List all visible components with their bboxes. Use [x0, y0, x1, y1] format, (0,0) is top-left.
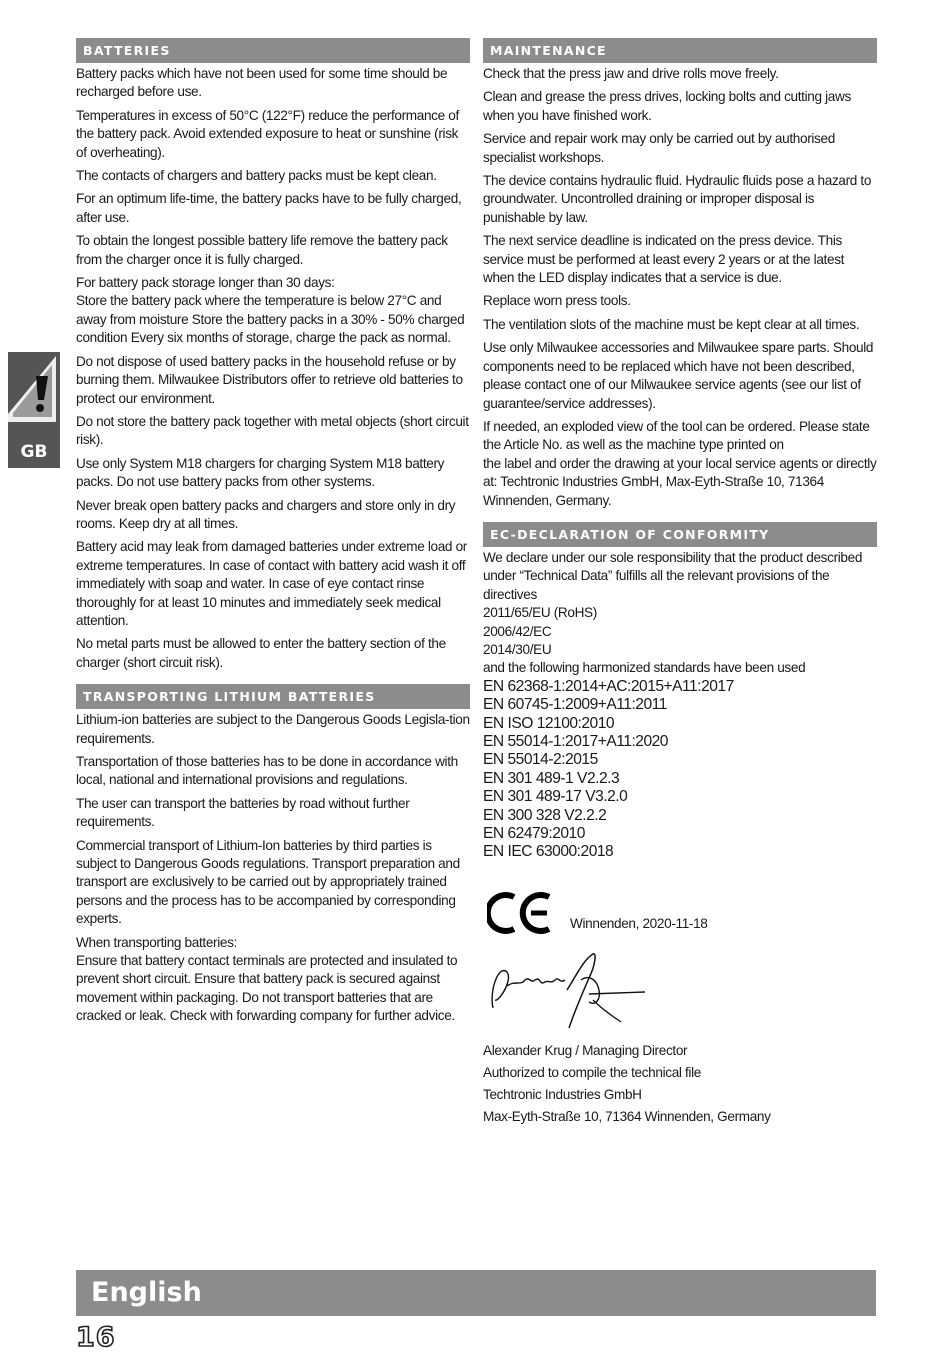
- batteries-paragraph: Never break open battery packs and chargers and store only in dry rooms. Keep dry at all times.: [76, 497, 456, 531]
- maintenance-paragraph: Replace worn press tools.: [483, 293, 631, 309]
- left-column: [76, 38, 470, 1031]
- signer-name: Alexander Krug / Managing Director: [483, 1042, 688, 1058]
- batteries-paragraph: To obtain the longest possible battery life remove the battery pack from the charger once it is fully charged.: [76, 233, 448, 267]
- batteries-paragraph: Use only System M18 chargers for charging System M18 battery packs. Do not use battery packs from other systems.: [76, 455, 445, 490]
- batteries-paragraph: Do not dispose of used battery packs in the household refuse or by burning them. Milwaukee Distributors offer to retrieve old batteries to protect our environment.: [76, 353, 463, 406]
- maintenance-paragraph: The next service deadline is indicated on the press device. This service must be performed at least every 2 years or at the latest when the LED display indicates that a service is due.: [483, 233, 845, 286]
- signer-address: Max-Eyth-Straße 10, 71364 Winnenden, Germany: [483, 1108, 771, 1124]
- batteries-paragraph: Battery packs which have not been used for some time should be recharged before use.: [76, 66, 448, 100]
- ec-declaration-intro: We declare under our sole responsibility that the product described under “Technical Data” fulfills all the relevant provisions of the directives 2011/65/EU (RoHS) 2006/42/EC 2014/30/EU and the following harmonized standards have been used: [483, 549, 863, 676]
- signature-image: [485, 950, 655, 1032]
- signer-company: Techtronic Industries GmbH: [483, 1086, 642, 1102]
- ce-row: [483, 888, 877, 948]
- batteries-paragraph: Do not store the battery pack together with metal objects (short circuit risk).: [76, 413, 469, 448]
- maintenance-paragraph: If needed, an exploded view of the tool can be ordered. Please state the Article No. as well as the machine type printed on the label and order the drawing at your local service agents or directly at: Techtronic Industries GmbH, Max-Eyth-Straße 10, 71364 Winnenden, Germany.: [483, 418, 877, 508]
- ec-declaration-heading: EC-DECLARATION OF CONFORMITY: [483, 522, 877, 547]
- batteries-paragraph: No metal parts must be allowed to enter the battery section of the charger (short circuit risk).: [76, 636, 446, 670]
- maintenance-paragraph: Clean and grease the press drives, locking bolts and cutting jaws when you have finished work.: [483, 89, 851, 123]
- transport-paragraph: Commercial transport of Lithium-Ion batteries by third parties is subject to Dangerous Goods regulations. Transport preparation and transport are exclusively to be carried out by appropriately trained persons and the process has to be accompanied by corresponding experts.: [76, 837, 460, 927]
- footer-language-bar: English: [76, 1270, 876, 1316]
- right-column: [483, 38, 877, 1128]
- warning-icon: [8, 352, 60, 438]
- language-side-tab: [8, 352, 60, 468]
- transport-heading: TRANSPORTING LITHIUM BATTERIES: [76, 684, 470, 709]
- ce-mark-logo: [487, 888, 553, 938]
- maintenance-paragraph: Use only Milwaukee accessories and Milwaukee spare parts. Should components need to be replaced which have not been described, please contact one of our Milwaukee service agents (see our list of guarantee/service addresses).: [483, 340, 874, 411]
- batteries-paragraph: For an optimum life-time, the battery packs have to be fully charged, after use.: [76, 191, 462, 225]
- maintenance-paragraph: The ventilation slots of the machine must be kept clear at all times.: [483, 316, 860, 332]
- batteries-paragraph: The contacts of chargers and battery packs must be kept clean.: [76, 168, 437, 184]
- signer-block: [483, 1040, 877, 1128]
- page-number: 16: [76, 1322, 116, 1353]
- language-code: GB: [20, 442, 48, 462]
- maintenance-paragraph: Check that the press jaw and drive rolls move freely.: [483, 66, 779, 81]
- batteries-paragraph: For battery pack storage longer than 30 days: Store the battery pack where the temperature is below 27°C and away from moisture Store the battery packs in a 30% - 50% charged condition Every six months of storage, charge the pack as normal.: [76, 275, 465, 346]
- batteries-paragraph: Battery acid may leak from damaged batteries under extreme load or extreme temperatures. In case of contact with battery acid wash it off immediately with soap and water. In case of eye contact rinse thoroughly for at least 10 minutes and immediately seek medical attention.: [76, 539, 467, 628]
- signer-authority: Authorized to compile the technical file: [483, 1064, 701, 1080]
- transport-paragraph: When transporting batteries: Ensure that battery contact terminals are protected and insulated to prevent short circuit. Ensure that battery pack is secured against movement within packaging. Do not transport batteries that are cracked or leak. Check with forwarding company for further advice.: [76, 934, 458, 1024]
- maintenance-heading: MAINTENANCE: [483, 38, 877, 63]
- transport-paragraph: The user can transport the batteries by road without further requirements.: [76, 795, 410, 830]
- batteries-section: [76, 65, 470, 672]
- maintenance-paragraph: The device contains hydraulic fluid. Hydraulic fluids pose a hazard to groundwater. Uncontrolled draining or improper disposal is punishable by law.: [483, 173, 872, 225]
- place-and-date: Winnenden, 2020-11-18: [570, 915, 708, 931]
- harmonized-standards-list: EN 62368-1:2014+AC:2015+A11:2017 EN 60745-1:2009+A11:2011 EN ISO 12100:2010 EN 55014-1:2017+A11:2020 EN 55014-2:2015 EN 301 489-1 V2.2.3 EN 301 489-17 V3.2.0 EN 300 328 V2.2.2 EN 62479:2010 EN IEC 63000:2018: [483, 677, 734, 861]
- transport-paragraph: Lithium-ion batteries are subject to the Dangerous Goods Legisla-tion requirements.: [76, 712, 470, 746]
- batteries-heading: BATTERIES: [76, 38, 470, 63]
- batteries-paragraph: Temperatures in excess of 50°C (122°F) reduce the performance of the battery pack. Avoid extended exposure to heat or sunshine (risk of overheating).: [76, 107, 459, 160]
- transport-section: [76, 711, 470, 1026]
- maintenance-paragraph: Service and repair work may only be carried out by authorised specialist workshops.: [483, 131, 835, 165]
- maintenance-section: [483, 65, 877, 510]
- transport-paragraph: Transportation of those batteries has to be done in accordance with local, national and international provisions and regulations.: [76, 754, 458, 788]
